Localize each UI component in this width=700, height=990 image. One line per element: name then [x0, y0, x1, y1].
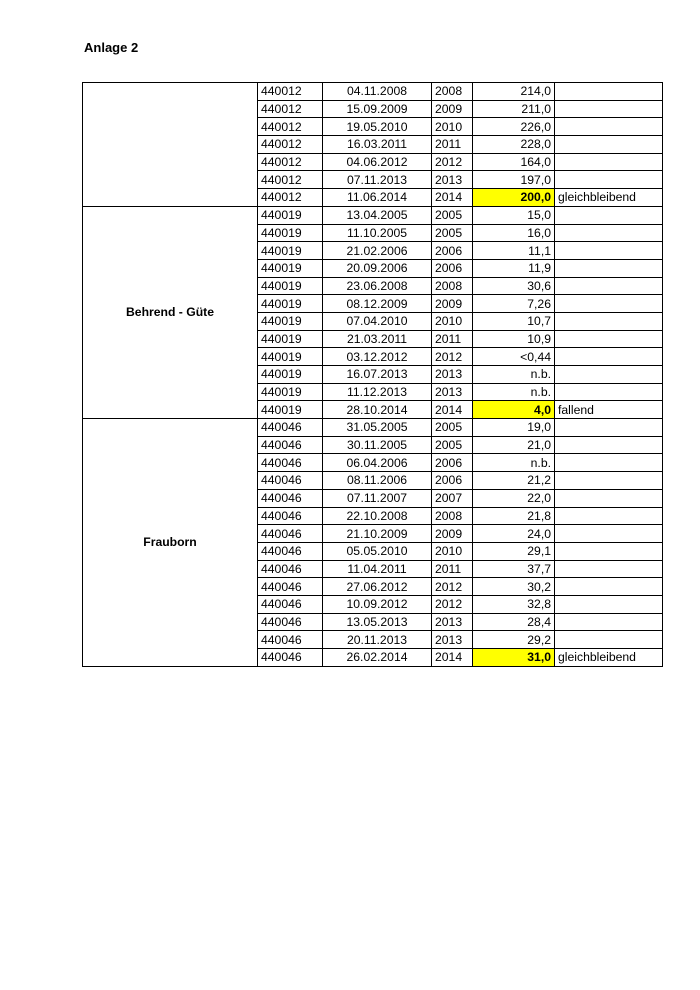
value-cell: 7,26 [473, 295, 555, 313]
value-cell: <0,44 [473, 348, 555, 366]
year-cell: 2010 [432, 118, 473, 136]
trend-cell [555, 259, 663, 277]
value-cell: 21,2 [473, 472, 555, 490]
trend-cell [555, 454, 663, 472]
year-cell: 2010 [432, 312, 473, 330]
station-id-cell: 440019 [258, 401, 323, 419]
date-cell: 07.11.2013 [323, 171, 432, 189]
date-cell: 07.11.2007 [323, 489, 432, 507]
value-cell: 214,0 [473, 83, 555, 101]
group-label-cell [83, 83, 258, 207]
trend-cell [555, 542, 663, 560]
year-cell: 2012 [432, 578, 473, 596]
trend-cell [555, 489, 663, 507]
station-id-cell: 440046 [258, 525, 323, 543]
value-cell: n.b. [473, 383, 555, 401]
value-cell: 10,9 [473, 330, 555, 348]
trend-cell [555, 578, 663, 596]
date-cell: 28.10.2014 [323, 401, 432, 419]
year-cell: 2008 [432, 83, 473, 101]
trend-cell [555, 312, 663, 330]
value-cell: 19,0 [473, 419, 555, 437]
trend-cell [555, 330, 663, 348]
date-cell: 13.05.2013 [323, 613, 432, 631]
station-id-cell: 440019 [258, 348, 323, 366]
trend-cell [555, 472, 663, 490]
year-cell: 2014 [432, 401, 473, 419]
station-id-cell: 440046 [258, 560, 323, 578]
value-cell: 29,1 [473, 542, 555, 560]
date-cell: 20.09.2006 [323, 259, 432, 277]
station-id-cell: 440046 [258, 595, 323, 613]
value-cell: 21,8 [473, 507, 555, 525]
trend-cell [555, 136, 663, 154]
trend-cell [555, 560, 663, 578]
date-cell: 22.10.2008 [323, 507, 432, 525]
date-cell: 20.11.2013 [323, 631, 432, 649]
trend-cell [555, 348, 663, 366]
trend-cell [555, 295, 663, 313]
station-id-cell: 440019 [258, 259, 323, 277]
trend-cell [555, 631, 663, 649]
station-id-cell: 440019 [258, 366, 323, 384]
year-cell: 2006 [432, 472, 473, 490]
trend-cell [555, 242, 663, 260]
trend-cell [555, 525, 663, 543]
date-cell: 11.04.2011 [323, 560, 432, 578]
date-cell: 23.06.2008 [323, 277, 432, 295]
trend-cell [555, 595, 663, 613]
year-cell: 2013 [432, 383, 473, 401]
station-id-cell: 440046 [258, 649, 323, 667]
value-cell: 226,0 [473, 118, 555, 136]
year-cell: 2010 [432, 542, 473, 560]
station-id-cell: 440019 [258, 295, 323, 313]
year-cell: 2009 [432, 525, 473, 543]
date-cell: 13.04.2005 [323, 206, 432, 224]
year-cell: 2012 [432, 153, 473, 171]
date-cell: 21.03.2011 [323, 330, 432, 348]
trend-cell [555, 153, 663, 171]
date-cell: 27.06.2012 [323, 578, 432, 596]
value-cell: 32,8 [473, 595, 555, 613]
value-cell: 21,0 [473, 436, 555, 454]
year-cell: 2005 [432, 224, 473, 242]
year-cell: 2013 [432, 366, 473, 384]
value-cell: 31,0 [473, 649, 555, 667]
date-cell: 04.11.2008 [323, 83, 432, 101]
trend-cell [555, 366, 663, 384]
date-cell: 11.10.2005 [323, 224, 432, 242]
date-cell: 08.11.2006 [323, 472, 432, 490]
year-cell: 2008 [432, 277, 473, 295]
year-cell: 2009 [432, 100, 473, 118]
date-cell: 10.09.2012 [323, 595, 432, 613]
table-row [83, 83, 663, 101]
station-id-cell: 440046 [258, 507, 323, 525]
value-cell: 24,0 [473, 525, 555, 543]
station-id-cell: 440046 [258, 454, 323, 472]
year-cell: 2007 [432, 489, 473, 507]
station-id-cell: 440046 [258, 613, 323, 631]
year-cell: 2011 [432, 560, 473, 578]
date-cell: 30.11.2005 [323, 436, 432, 454]
year-cell: 2013 [432, 631, 473, 649]
trend-cell [555, 224, 663, 242]
year-cell: 2014 [432, 649, 473, 667]
value-cell: n.b. [473, 454, 555, 472]
year-cell: 2012 [432, 348, 473, 366]
station-id-cell: 440046 [258, 436, 323, 454]
year-cell: 2009 [432, 295, 473, 313]
year-cell: 2011 [432, 330, 473, 348]
date-cell: 21.10.2009 [323, 525, 432, 543]
station-id-cell: 440019 [258, 277, 323, 295]
station-id-cell: 440019 [258, 383, 323, 401]
group-label-cell: Behrend - Güte [83, 206, 258, 418]
year-cell: 2006 [432, 242, 473, 260]
trend-cell [555, 118, 663, 136]
date-cell: 05.05.2010 [323, 542, 432, 560]
trend-cell [555, 277, 663, 295]
value-cell: 16,0 [473, 224, 555, 242]
date-cell: 08.12.2009 [323, 295, 432, 313]
station-id-cell: 440046 [258, 489, 323, 507]
value-cell: 37,7 [473, 560, 555, 578]
station-id-cell: 440019 [258, 206, 323, 224]
value-cell: 11,1 [473, 242, 555, 260]
date-cell: 21.02.2006 [323, 242, 432, 260]
value-cell: 11,9 [473, 259, 555, 277]
value-cell: 4,0 [473, 401, 555, 419]
value-cell: 22,0 [473, 489, 555, 507]
year-cell: 2005 [432, 206, 473, 224]
date-cell: 11.06.2014 [323, 189, 432, 207]
year-cell: 2006 [432, 259, 473, 277]
station-id-cell: 440046 [258, 419, 323, 437]
date-cell: 11.12.2013 [323, 383, 432, 401]
trend-cell [555, 100, 663, 118]
value-cell: n.b. [473, 366, 555, 384]
trend-cell [555, 436, 663, 454]
station-id-cell: 440012 [258, 100, 323, 118]
year-cell: 2014 [432, 189, 473, 207]
station-id-cell: 440012 [258, 171, 323, 189]
station-id-cell: 440046 [258, 631, 323, 649]
year-cell: 2008 [432, 507, 473, 525]
station-id-cell: 440046 [258, 578, 323, 596]
date-cell: 26.02.2014 [323, 649, 432, 667]
year-cell: 2011 [432, 136, 473, 154]
station-id-cell: 440012 [258, 118, 323, 136]
year-cell: 2006 [432, 454, 473, 472]
trend-cell [555, 383, 663, 401]
table-row [83, 206, 663, 224]
date-cell: 19.05.2010 [323, 118, 432, 136]
trend-cell [555, 206, 663, 224]
station-id-cell: 440019 [258, 312, 323, 330]
date-cell: 31.05.2005 [323, 419, 432, 437]
station-id-cell: 440046 [258, 472, 323, 490]
date-cell: 16.07.2013 [323, 366, 432, 384]
value-cell: 30,2 [473, 578, 555, 596]
trend-cell [555, 419, 663, 437]
year-cell: 2005 [432, 436, 473, 454]
measurement-table-body [83, 83, 663, 667]
station-id-cell: 440012 [258, 83, 323, 101]
station-id-cell: 440019 [258, 224, 323, 242]
value-cell: 29,2 [473, 631, 555, 649]
year-cell: 2012 [432, 595, 473, 613]
station-id-cell: 440019 [258, 330, 323, 348]
trend-cell: fallend [555, 401, 663, 419]
station-id-cell: 440012 [258, 153, 323, 171]
value-cell: 28,4 [473, 613, 555, 631]
value-cell: 10,7 [473, 312, 555, 330]
value-cell: 30,6 [473, 277, 555, 295]
trend-cell [555, 507, 663, 525]
trend-cell [555, 83, 663, 101]
trend-cell: gleichbleibend [555, 649, 663, 667]
value-cell: 197,0 [473, 171, 555, 189]
station-id-cell: 440012 [258, 136, 323, 154]
date-cell: 15.09.2009 [323, 100, 432, 118]
page-heading: Anlage 2 [84, 40, 139, 55]
station-id-cell: 440046 [258, 542, 323, 560]
station-id-cell: 440012 [258, 189, 323, 207]
date-cell: 07.04.2010 [323, 312, 432, 330]
value-cell: 164,0 [473, 153, 555, 171]
measurement-table [82, 82, 663, 667]
date-cell: 06.04.2006 [323, 454, 432, 472]
value-cell: 228,0 [473, 136, 555, 154]
date-cell: 16.03.2011 [323, 136, 432, 154]
station-id-cell: 440019 [258, 242, 323, 260]
year-cell: 2013 [432, 613, 473, 631]
value-cell: 211,0 [473, 100, 555, 118]
table-row [83, 419, 663, 437]
group-label-cell: Frauborn [83, 419, 258, 667]
year-cell: 2005 [432, 419, 473, 437]
trend-cell: gleichbleibend [555, 189, 663, 207]
trend-cell [555, 613, 663, 631]
value-cell: 200,0 [473, 189, 555, 207]
trend-cell [555, 171, 663, 189]
year-cell: 2013 [432, 171, 473, 189]
date-cell: 04.06.2012 [323, 153, 432, 171]
value-cell: 15,0 [473, 206, 555, 224]
date-cell: 03.12.2012 [323, 348, 432, 366]
